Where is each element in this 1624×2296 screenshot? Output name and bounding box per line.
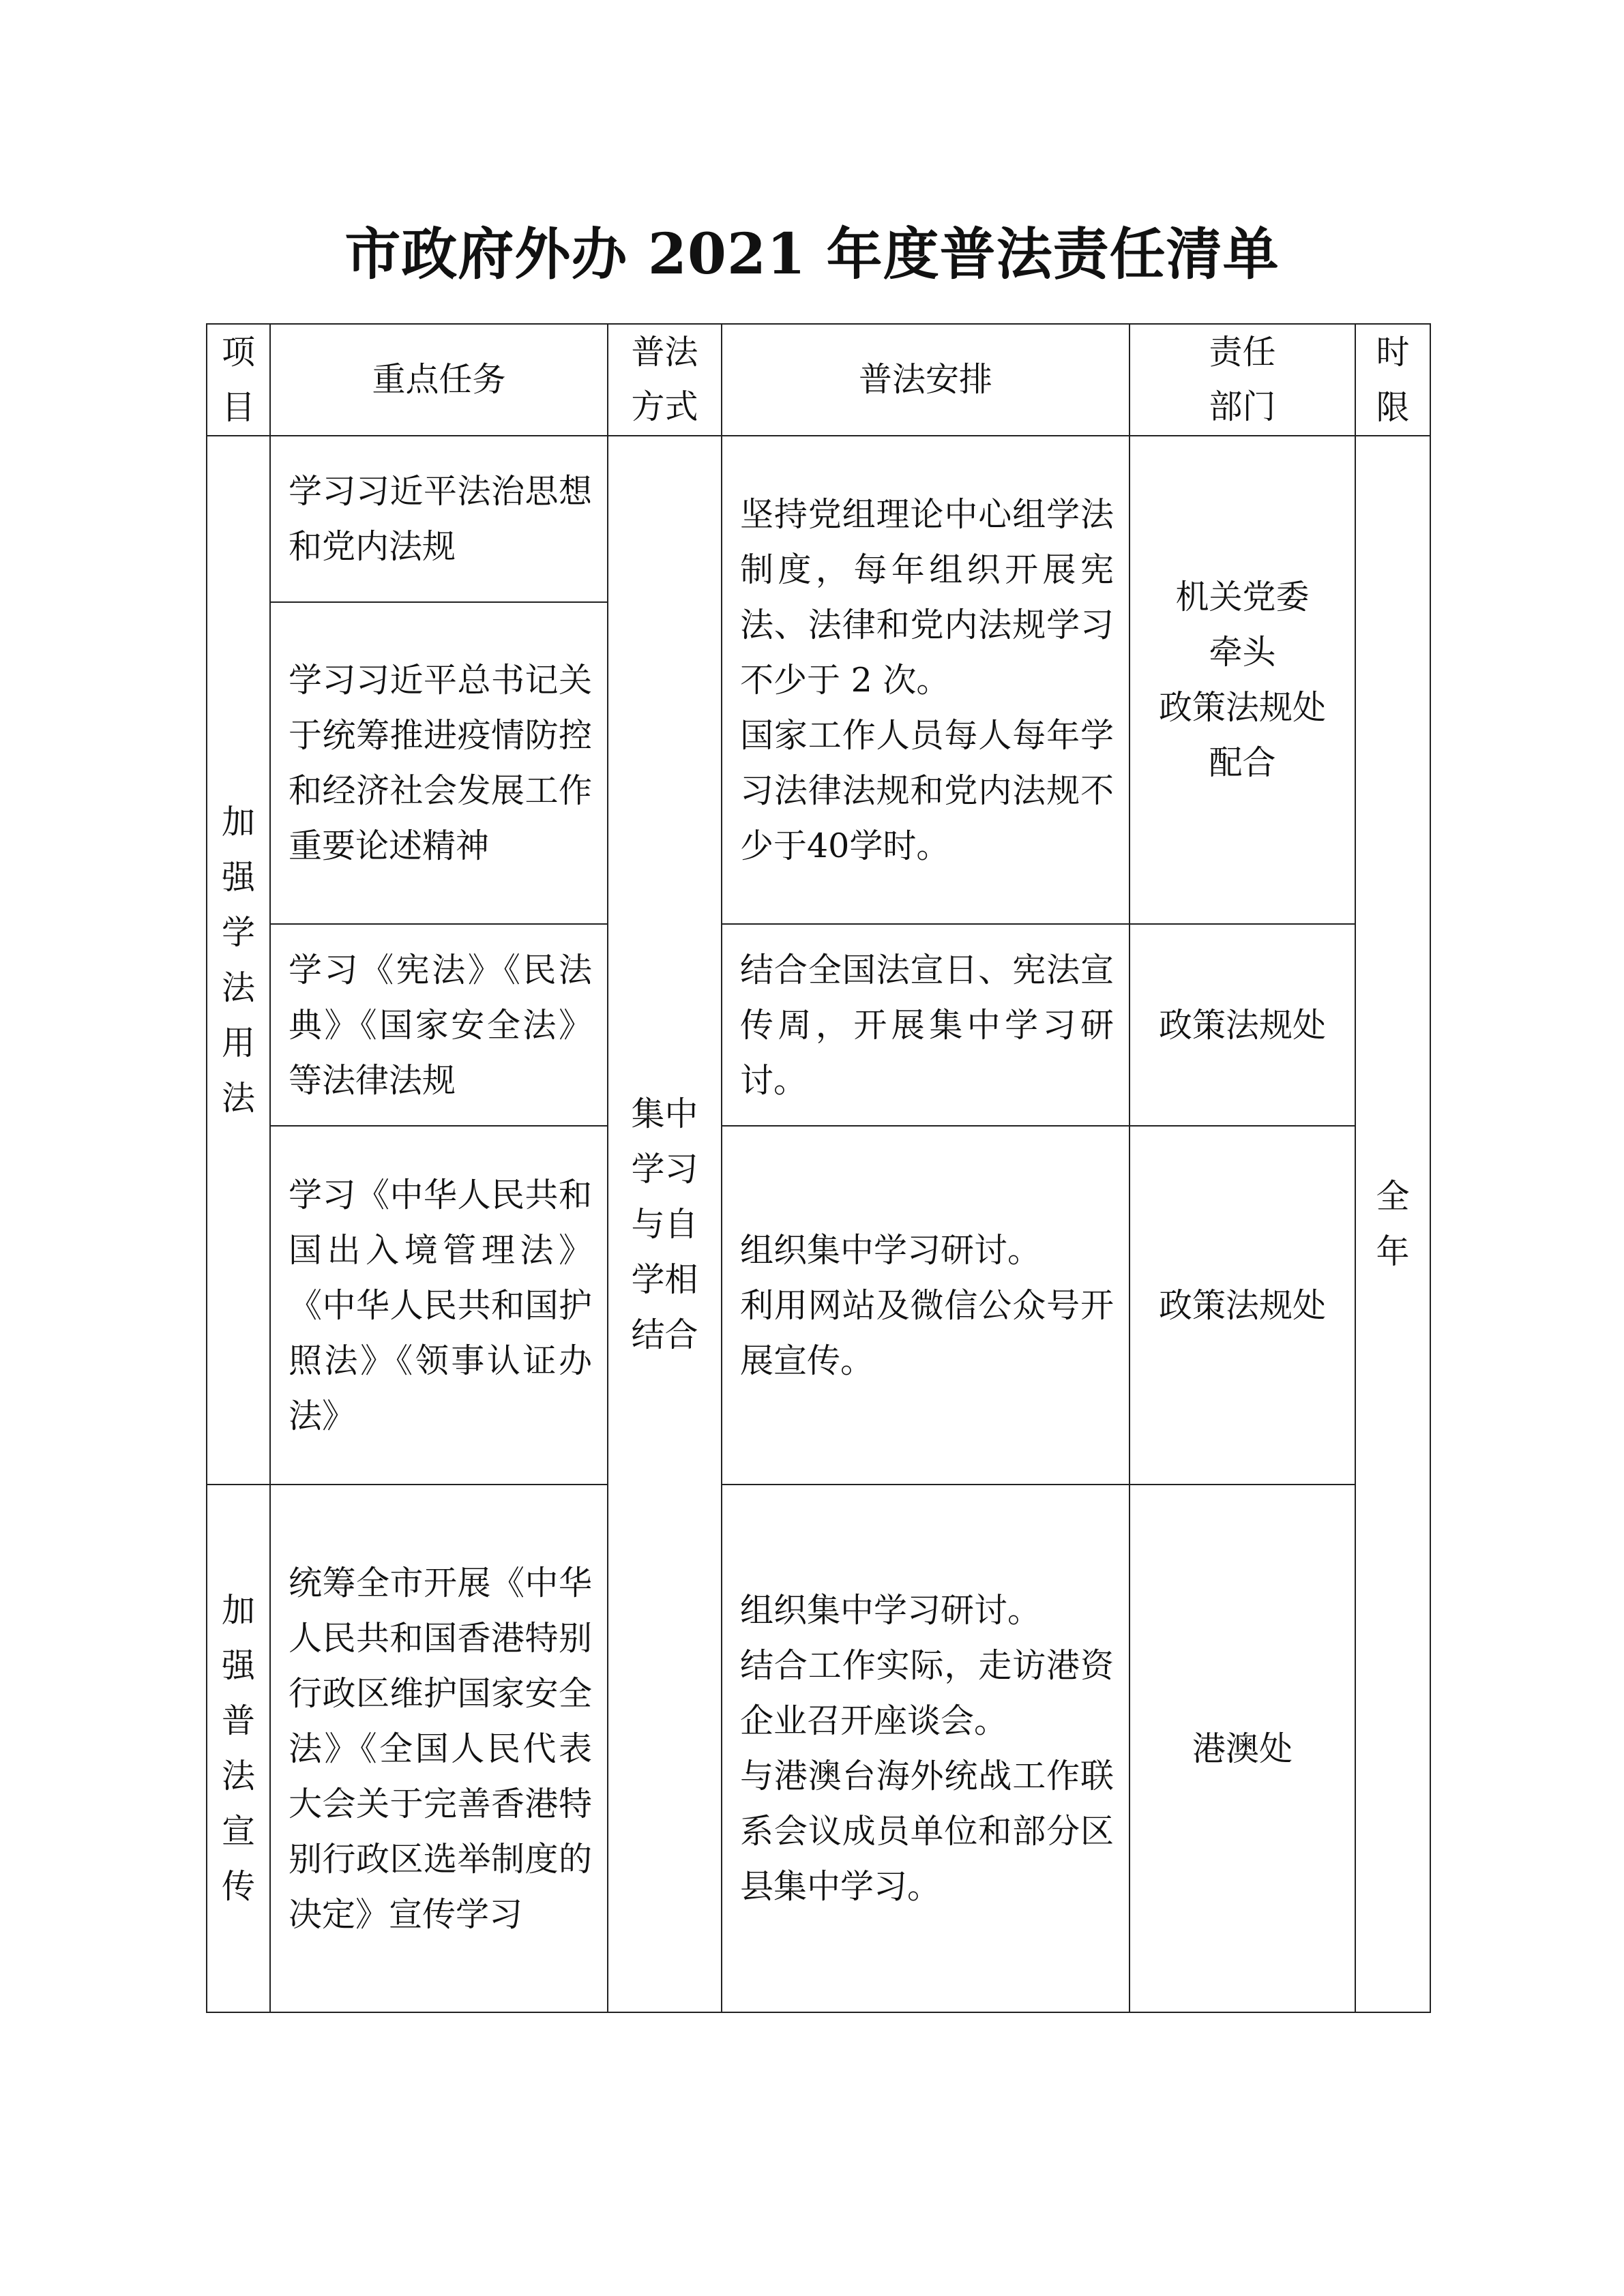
table-row bbox=[207, 436, 1430, 602]
timeline-cell: 全年 bbox=[1355, 436, 1430, 2012]
task-cell: 学习《中华人民共和国出入境管理法》《中华人民共和国护照法》《领事认证办法》 bbox=[270, 1126, 608, 1485]
responsibility-table bbox=[206, 323, 1431, 2013]
task-cell: 学习习近平法治思想和党内法规 bbox=[270, 436, 608, 602]
department-cell: 政策法规处 bbox=[1130, 1126, 1355, 1485]
header-item: 项目 bbox=[207, 324, 270, 436]
department-cell: 港澳处 bbox=[1130, 1485, 1355, 2012]
task-cell: 统筹全市开展《中华人民共和国香港特别行政区维护国家安全法》《全国人民代表大会关于完善香港特别行政区选举制度的决定》宣传学习 bbox=[270, 1485, 608, 2012]
item-cell-promote-law: 加强普法宣传 bbox=[207, 1485, 270, 2012]
table-row bbox=[207, 924, 1430, 1126]
arrangement-cell: 坚持党组理论中心组学法制度，每年组织开展宪法、法律和党内法规学习不少于 2 次。 国家工作人员每人每年学习法律法规和党内法规不少于40学时。 bbox=[722, 436, 1130, 924]
task-cell: 学习习近平总书记关于统筹推进疫情防控和经济社会发展工作重要论述精神 bbox=[270, 602, 608, 924]
item-cell-study-law: 加强学法用法 bbox=[207, 436, 270, 1485]
department-cell: 政策法规处 bbox=[1130, 924, 1355, 1126]
task-cell: 学习《宪法》《民法典》《国家安全法》等法律法规 bbox=[270, 924, 608, 1126]
header-task: 重点任务 bbox=[270, 324, 608, 436]
method-cell: 集中学习与自学相结合 bbox=[608, 436, 722, 2012]
header-arrangement: 普法安排 bbox=[722, 324, 1130, 436]
header-method: 普法 方式 bbox=[608, 324, 722, 436]
arrangement-cell: 组织集中学习研讨。 结合工作实际，走访港资企业召开座谈会。 与港澳台海外统战工作联系会议成员单位和部分区县集中学习。 bbox=[722, 1485, 1130, 2012]
arrangement-cell: 结合全国法宣日、宪法宣传周，开展集中学习研讨。 bbox=[722, 924, 1130, 1126]
department-cell: 机关党委 牵头 政策法规处 配合 bbox=[1130, 436, 1355, 924]
table-row bbox=[207, 1485, 1430, 2012]
header-department: 责任 部门 bbox=[1130, 324, 1355, 436]
table-row bbox=[207, 1126, 1430, 1485]
header-timeline: 时限 bbox=[1355, 324, 1430, 436]
document-title: 市政府外办 2021 年度普法责任清单 bbox=[344, 222, 1280, 287]
header-row bbox=[207, 324, 1430, 436]
arrangement-cell: 组织集中学习研讨。 利用网站及微信公众号开展宣传。 bbox=[722, 1126, 1130, 1485]
